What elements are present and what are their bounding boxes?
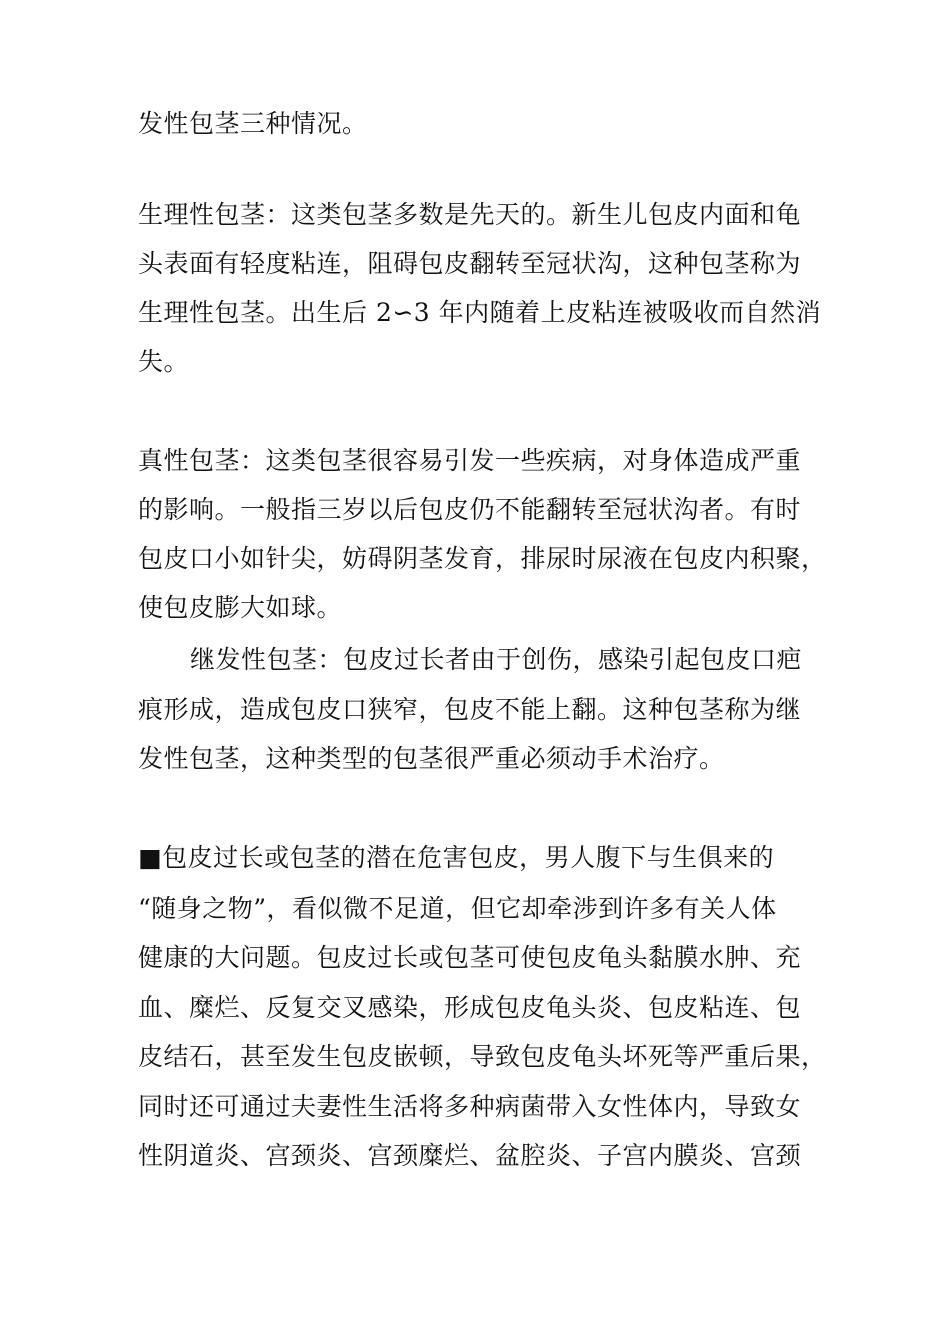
paragraph-line: ■包皮过长或包茎的潜在危害包皮，男人腹下与生俱来的	[138, 843, 775, 872]
paragraph-line: 痕形成，造成包皮口狭窄，包皮不能上翻。这种包茎称为继	[138, 695, 802, 724]
paragraph-line: 失。	[138, 347, 190, 376]
paragraph-line: 健康的大问题。包皮过长或包茎可使包皮龟头黏膜水肿、充	[138, 943, 802, 972]
paragraph-line: 发性包茎，这种类型的包茎很严重必须动手术治疗。	[138, 744, 725, 773]
paragraph-line: 真性包茎：这类包茎很容易引发一些疾病，对身体造成严重	[138, 446, 802, 475]
paragraph-line: 生理性包茎：这类包茎多数是先天的。新生儿包皮内面和龟	[138, 200, 802, 229]
paragraph-line: 皮结石，甚至发生包皮嵌顿，导致包皮龟头坏死等严重后果，	[138, 1042, 827, 1071]
paragraph-line: 继发性包茎：包皮过长者由于创伤，感染引起包皮口疤	[190, 645, 803, 674]
paragraph-line: 的影响。一般指三岁以后包皮仍不能翻转至冠状沟者。有时	[138, 495, 802, 524]
paragraph-line: 使包皮膨大如球。	[138, 593, 343, 622]
paragraph-line: 发性包茎三种情况。	[138, 109, 368, 138]
paragraph-line: 生理性包茎。出生后 2∽3 年内随着上皮粘连被吸收而自然消	[138, 298, 822, 327]
paragraph-line: 同时还可通过夫妻性生活将多种病菌带入女性体内，导致女	[138, 1092, 802, 1121]
paragraph-line: 血、糜烂、反复交叉感染，形成包皮龟头炎、包皮粘连、包	[138, 993, 802, 1022]
paragraph-line: 性阴道炎、宫颈炎、宫颈糜烂、盆腔炎、子宫内膜炎、宫颈	[138, 1141, 802, 1170]
paragraph-line: “随身之物”，看似微不足道，但它却牵涉到许多有关人体	[138, 894, 777, 923]
paragraph-line: 包皮口小如针尖，妨碍阴茎发育，排尿时尿液在包皮内积聚，	[138, 544, 827, 573]
paragraph-line: 头表面有轻度粘连，阻碍包皮翻转至冠状沟，这种包茎称为	[138, 249, 802, 278]
